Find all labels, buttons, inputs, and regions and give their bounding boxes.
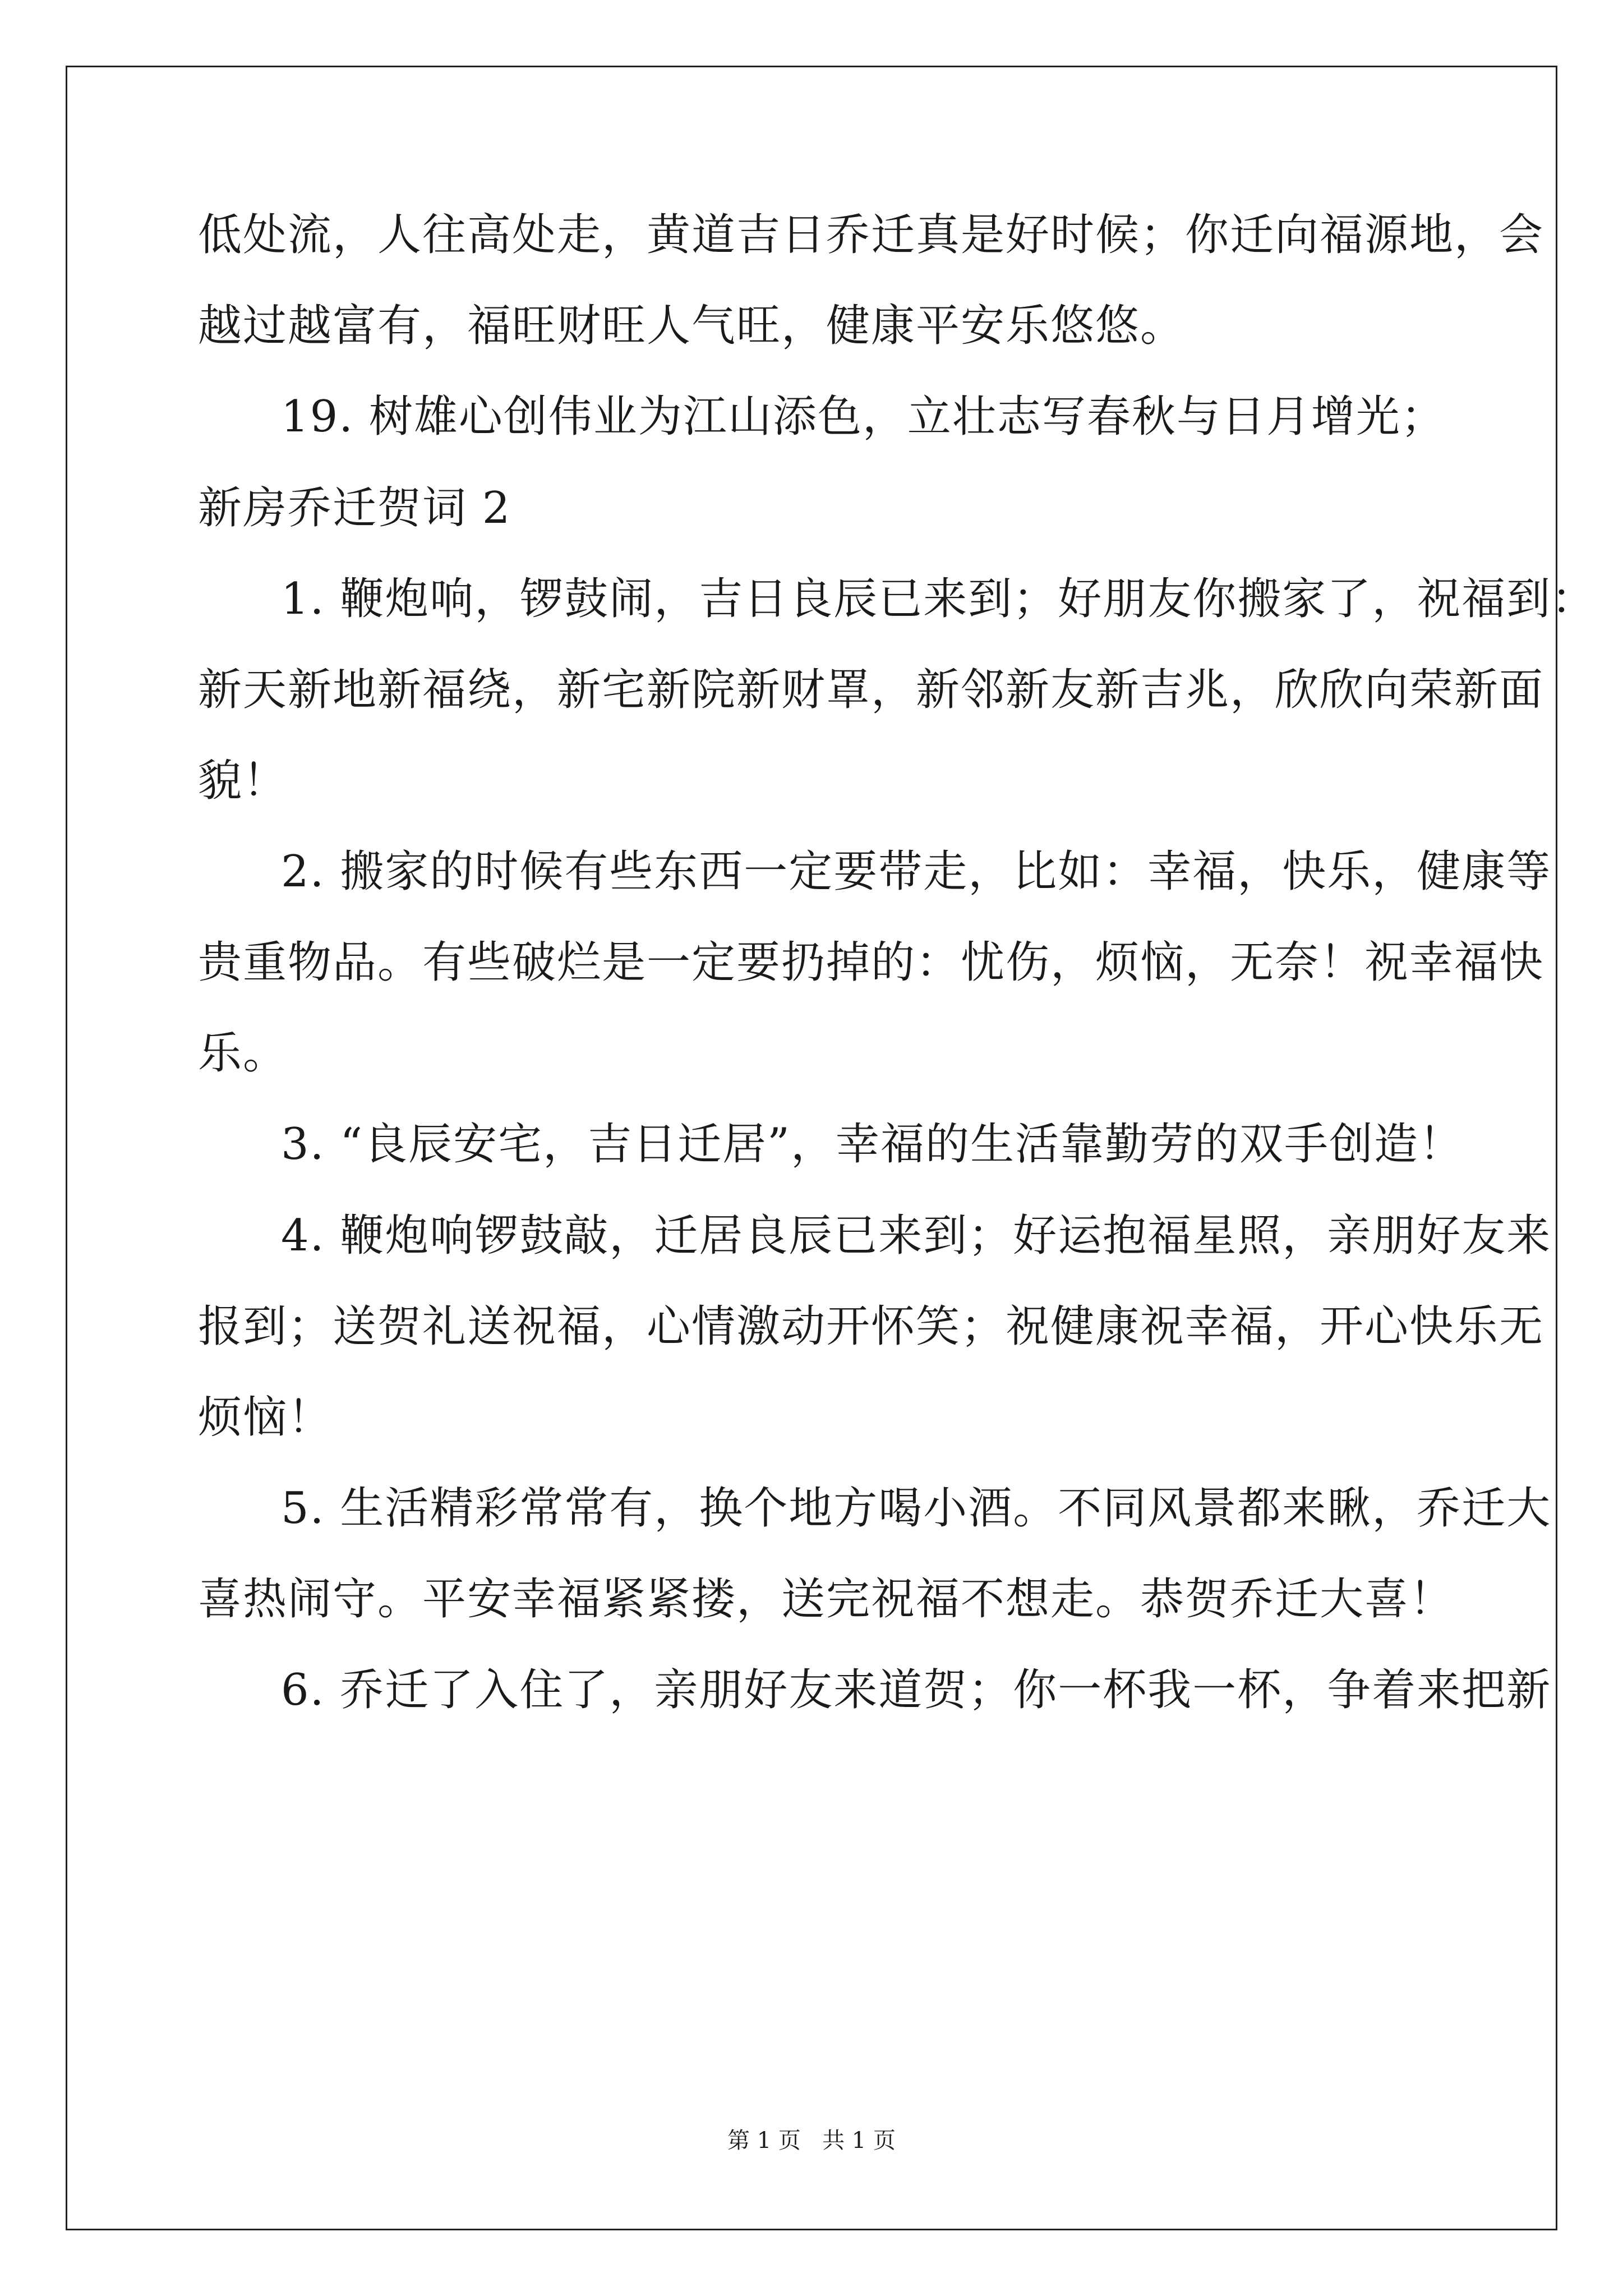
paragraph-line: 6. 乔迁了入住了，亲朋好友来道贺；你一杯我一杯，争着来把新: [281, 1665, 1552, 1715]
paragraph-line: 4. 鞭炮响锣鼓敲，迁居良辰已来到；好运抱福星照，亲朋好友来: [281, 1211, 1552, 1261]
paragraph-line: 5. 生活精彩常常有，换个地方喝小酒。不同风景都来瞅，乔迁大: [281, 1483, 1552, 1534]
paragraph-line: 2. 搬家的时候有些东西一定要带走，比如：幸福，快乐，健康等: [281, 846, 1552, 897]
paragraph-line: 报到；送贺礼送祝福，心情激动开怀笑；祝健康祝幸福，开心快乐无: [198, 1301, 1544, 1352]
page-number-footer: 第 1 页 共 1 页: [727, 2128, 896, 2154]
paragraph-line: 越过越富有，福旺财旺人气旺，健康平安乐悠悠。: [198, 301, 1186, 351]
paragraph-line: 貌！: [198, 756, 288, 806]
paragraph-line: 1. 鞭炮响，锣鼓闹，吉日良辰已来到；好朋友你搬家了，祝福到：: [281, 574, 1597, 624]
section-heading: 新房乔迁贺词 2: [198, 483, 511, 533]
paragraph-line: 烦恼！: [198, 1392, 333, 1443]
paragraph-line: 贵重物品。有些破烂是一定要扔掉的：忧伤，烦恼，无奈！祝幸福快: [198, 937, 1544, 988]
paragraph-line: 3. “良辰安宅，吉日迁居”，幸福的生活靠勤劳的双手创造！: [281, 1119, 1464, 1170]
paragraph-line: 19. 树雄心创伟业为江山添色，立壮志写春秋与日月增光；: [281, 392, 1446, 442]
paragraph-line: 乐。: [198, 1028, 288, 1079]
paragraph-line: 新天新地新福绕，新宅新院新财罩，新邻新友新吉兆，欣欣向荣新面: [198, 665, 1544, 715]
paragraph-line: 低处流，人往高处走，黄道吉日乔迁真是好时候；你迁向福源地，会: [198, 210, 1544, 260]
paragraph-line: 喜热闹守。平安幸福紧紧搂，送完祝福不想走。恭贺乔迁大喜！: [198, 1574, 1455, 1625]
